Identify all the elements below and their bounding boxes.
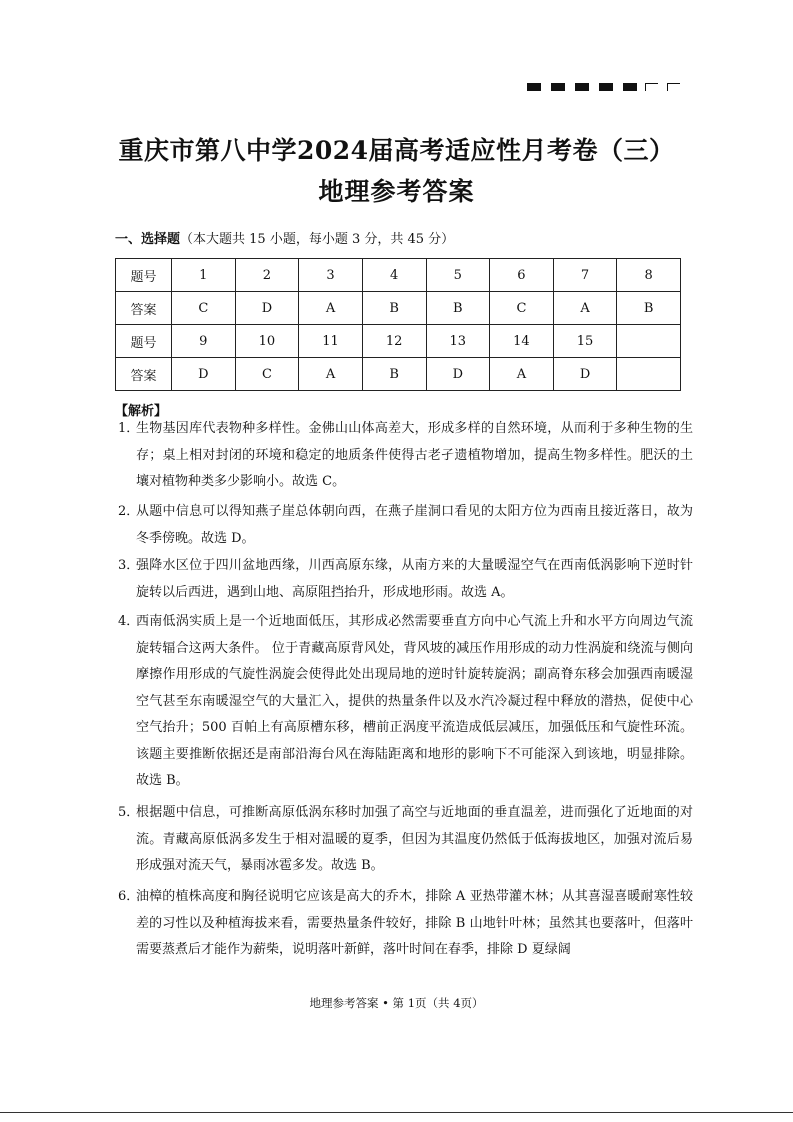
item-text: 从题中信息可以得知燕子崖总体朝向西，在燕子崖洞口看见的太阳方位为西南且接近落日，故为冬季傍晚。故选 D。 [136,504,693,546]
table-cell: 11 [299,325,363,358]
mark-block [527,83,541,91]
table-cell: 6 [490,259,554,292]
table-row [116,358,681,391]
table-cell: 2 [235,259,299,292]
analysis-item [118,416,693,496]
row-label: 答案 [116,292,172,325]
table-cell: D [235,292,299,325]
analysis-item [118,609,693,795]
item-text: 强降水区位于四川盆地西缘，川西高原东缘，从南方来的大量暖湿空气在西南低涡影响下逆时针旋转以后西进，遇到山地、高原阻挡抬升，形成地形雨。故选 A。 [136,558,693,600]
table-cell: B [617,292,681,325]
table-cell: 1 [172,259,236,292]
item-number: 3． [118,558,140,573]
item-number: 1． [118,421,140,436]
table-row [116,325,681,358]
analysis-item [118,553,693,606]
table-cell: B [362,292,426,325]
mark-outline [645,83,658,91]
mark-block [599,83,613,91]
table-cell: 9 [172,325,236,358]
table-cell: 15 [553,325,617,358]
analysis-heading: 【解析】 [115,404,168,419]
mark-outline [667,83,680,91]
bottom-rule [0,1112,793,1113]
page-title: 重庆市第八中学2024届高考适应性月考卷（三） [118,136,675,165]
row-label: 题号 [116,325,172,358]
table-row [116,292,681,325]
table-cell: A [553,292,617,325]
section-heading [115,228,454,247]
item-text: 西南低涡实质上是一个近地面低压，其形成必然需要垂直方向中心气流上升和水平方向周边气流旋转辐合这两大条件。 位于青藏高原背风处，背风坡的减压作用形成的动力性涡旋和绕流与侧向摩擦作用形成的气旋性涡旋会使得此处出现局地的逆时针旋转旋涡；副高脊东移会加强西南暖湿空气甚至东南暖湿空气的大量汇入，提供的热量条件以及水汽冷凝过程中释放的潜热，促使中心空气抬升；500 百帕上有高原槽东移，槽前正涡度平流造成低层减压，加强低压和气旋性环流。该题主要推断依据还是南部沿海台风在海陆距离和地形的影响下不可能深入到该地，明显排除。故选 B。 [136,614,693,788]
mark-block [551,83,565,91]
item-number: 2． [118,504,140,519]
table-cell: D [553,358,617,391]
table-cell: 14 [490,325,554,358]
table-cell: 7 [553,259,617,292]
page-footer: 地理参考答案 • 第 1页（共 4页） [309,996,484,1010]
table-cell [617,358,681,391]
table-cell: 10 [235,325,299,358]
table-cell: A [490,358,554,391]
analysis-item [118,884,693,964]
item-text: 根据题中信息，可推断高原低涡东移时加强了高空与近地面的垂直温差，进而强化了近地面的对流。青藏高原低涡多发生于相对温暖的夏季，但因为其温度仍然低于低海拔地区，加强对流后易形成强对流天气，暴雨冰雹多发。故选 B。 [136,805,693,873]
table-cell: 5 [426,259,490,292]
row-label: 答案 [116,358,172,391]
table-cell: A [299,292,363,325]
table-cell: 12 [362,325,426,358]
table-cell: B [362,358,426,391]
table-cell: B [426,292,490,325]
table-cell: D [172,358,236,391]
item-number: 4． [118,614,140,629]
mark-block [575,83,589,91]
row-label: 题号 [116,259,172,292]
table-cell: 4 [362,259,426,292]
section-note: （本大题共 15 小题，每小题 3 分，共 45 分） [180,232,455,247]
table-cell: 3 [299,259,363,292]
mark-block [623,83,637,91]
table-cell: 13 [426,325,490,358]
table-cell: 8 [617,259,681,292]
table-cell: C [490,292,554,325]
analysis-item [118,499,693,552]
table-cell: A [299,358,363,391]
table-cell: D [426,358,490,391]
table-cell: C [235,358,299,391]
item-number: 5． [118,805,140,820]
item-text: 生物基因库代表物种多样性。金佛山山体高差大，形成多样的自然环境，从而利于多种生物的生存；桌上相对封闭的环境和稳定的地质条件使得古老孑遗植物增加，提高生物多样性。肥沃的土壤对植物种类多少影响小。故选 C。 [136,421,693,489]
table-cell [617,325,681,358]
analysis-item [118,800,693,880]
table-cell: C [172,292,236,325]
section-title: 一、选择题 [115,232,181,247]
item-number: 6． [118,889,140,904]
table-row [116,259,681,292]
answer-table [115,258,681,391]
page-subtitle: 地理参考答案 [318,177,475,206]
item-text: 油樟的植株高度和胸径说明它应该是高大的乔木，排除 A 亚热带灌木林；从其喜湿喜暖耐寒性较差的习性以及种植海拔来看，需要热量条件较好，排除 B 山地针叶林；虽然其也要落叶，但落叶需要蒸煮后才能作为薪柴，说明落叶新鲜，落叶时间在春季，排除 D 夏绿阔 [136,889,693,957]
